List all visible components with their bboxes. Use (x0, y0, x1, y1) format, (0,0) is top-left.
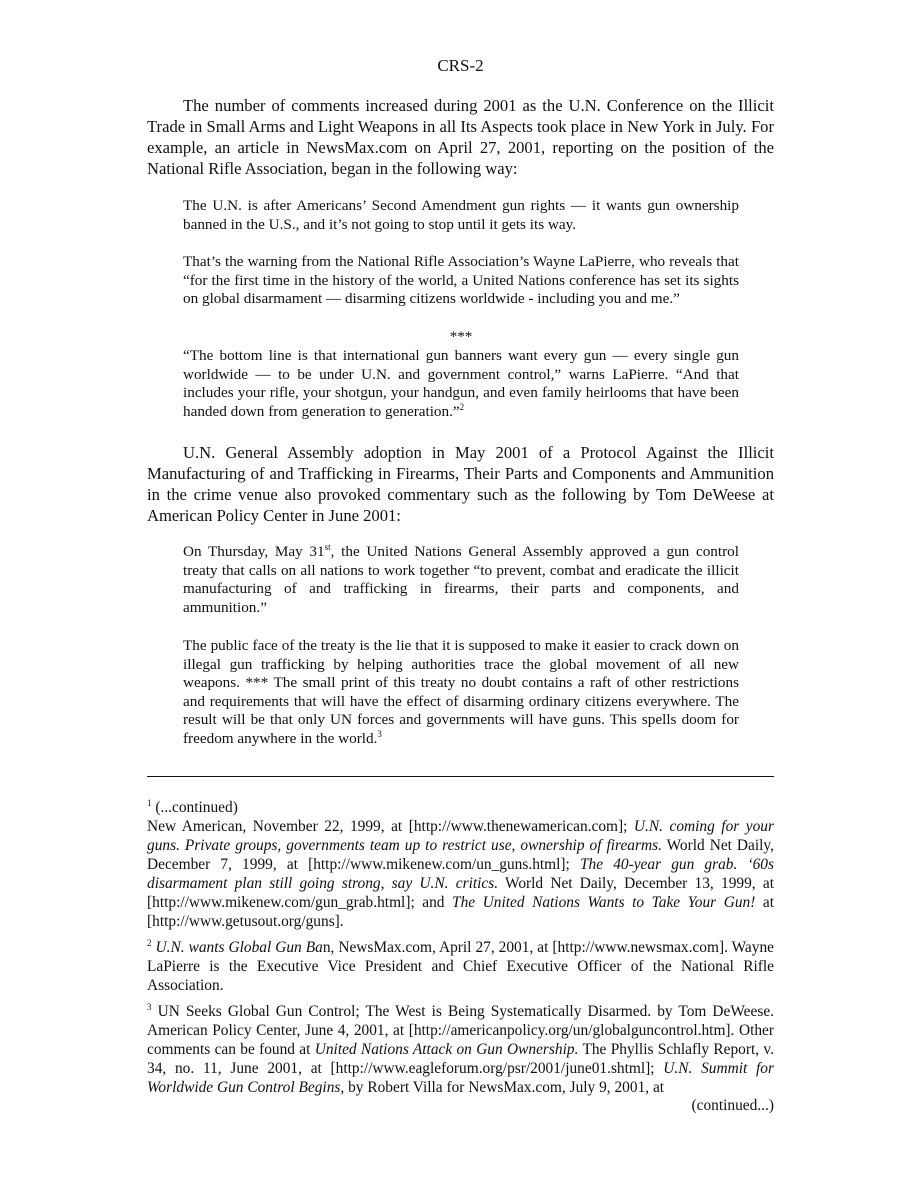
body-paragraph-1: The number of comments increased during 2001 as the U.N. Conference on the Illicit Trade in Small Arms and Light Weapons in all Its Aspects took place in New York in July. For example, an article in NewsMax.com on April 27, 2001, reporting on the position of the National Rifle Association, began in the following way: (147, 96, 774, 178)
footnote-1-text-2: World Net Daily, December 7, 1999, at [http://www.mikenew.com/un_guns.html]; (147, 837, 774, 873)
footnote-2-number: 2 (147, 937, 152, 948)
footnote-3-text-3: by Robert Villa for NewsMax.com, July 9, 2001, at (344, 1079, 665, 1096)
footnote-ref-3: 3 (377, 728, 382, 739)
quote-2-paragraph-2 (183, 637, 739, 748)
footnote-1-title-3: The United Nations Wants to Take Your Gun! (452, 894, 756, 911)
footnote-1-title-1: U.N. coming for your guns. Private groups, governments team up to restrict use, ownership of firearms. (147, 818, 774, 854)
continued-marker: (continued...) (691, 1097, 774, 1114)
quote-2-paragraph-1 (183, 543, 739, 617)
footnote-1-text-1: New American, November 22, 1999, at [http://www.thenewamerican.com]; (147, 818, 634, 835)
footnote-3-text-1: UN Seeks Global Gun Control; The West is Being Systematically Disarmed. by Tom DeWeese. American Policy Center, June 4, 2001, at [http://americanpolicy.org/un/globalguncontrol.htm]. Other comments can be found at (147, 1003, 774, 1058)
footnote-3-text-2: The Phyllis Schlafly Report, v. 34, no. 11, June 2001, at [http://www.eagleforum.org/psr/2001/june01.shtml]; (147, 1041, 774, 1077)
footnote-1 (147, 798, 774, 931)
quote-1-paragraph-1: The U.N. is after Americans’ Second Amendment gun rights — it wants gun ownership banned in the U.S., and it’s not going to stop until it gets its way. (183, 197, 739, 233)
footnote-1-text-3: World Net Daily, December 13, 1999, at [http://www.mikenew.com/gun_grab.html]; and (147, 875, 774, 911)
footnote-2 (147, 938, 774, 995)
footnote-3 (147, 1002, 774, 1097)
quote-2-p1-text-a: On Thursday, May 31 (183, 543, 325, 560)
quote-1-paragraph-3 (183, 347, 739, 421)
footnote-ref-2: 2 (459, 401, 465, 412)
footnote-1-title-2: The 40-year gun grab. ‘60s disarmament plan still going strong, say U.N. critics. (147, 856, 774, 892)
quote-1-paragraph-2: That’s the warning from the National Rifle Association’s Wayne LaPierre, who reveals that “for the first time in the history of the world, a United Nations conference has set its sights on global disarmament — disarming citizens worldwide - including you and me.” (183, 253, 739, 307)
footnote-2-title: U.N. wants Global Gun Ba (155, 939, 323, 956)
quote-1-paragraph-3-text: “The bottom line is that international gun banners want every gun — every single gun worldwide — to be under U.N. and government control,” warns LaPierre. “And that includes your rifle, your shotgun, your handgun, and even family heirlooms that have been handed down from generation to generation.” (183, 347, 739, 420)
section-break-stars: *** (449, 329, 473, 345)
footnote-divider (147, 776, 774, 777)
footnote-1-number: 1 (147, 797, 152, 808)
footnote-1-continued-label: (...continued) (151, 799, 238, 816)
page-header: CRS-2 (437, 56, 484, 75)
footnote-3-number: 3 (147, 1001, 152, 1012)
body-paragraph-2: U.N. General Assembly adoption in May 2001 of a Protocol Against the Illicit Manufacturing of and Trafficking in Firearms, Their Parts and Components and Ammunition in the crime venue also provoked commentary such as the following by Tom DeWeese at American Policy Center in June 2001: (147, 443, 774, 525)
quote-2-paragraph-2-text: The public face of the treaty is the lie that it is supposed to make it easier to crack down on illegal gun trafficking by helping authorities trace the global movement of all new weapons. *** The small print of this treaty no doubt contains a raft of other restrictions and requirements that will have the effect of disarming ordinary citizens everywhere. The result will be that only UN forces and governments will have guns. This spells doom for freedom anywhere in the world. (183, 637, 739, 747)
ordinal-suffix: st (324, 541, 331, 552)
quote-2-p1-text-b: , the United Nations General Assembly approved a gun control treaty that calls on all nations to work together “to prevent, combat and eradicate the illicit manufacturing of and trafficking in firearms, their parts and components, and ammunition.” (183, 543, 739, 616)
footnote-1-text-4: at [http://www.getusout.org/guns]. (147, 894, 774, 930)
footnote-3-title-1: United Nations Attack on Gun Ownership. (314, 1041, 579, 1058)
footnote-3-title-2: U.N. Summit for Worldwide Gun Control Begins, (147, 1060, 774, 1096)
footnote-2-text: n, NewsMax.com, April 27, 2001, at [http://www.newsmax.com]. Wayne LaPierre is the Executive Vice President and Chief Executive Officer of the National Rifle Association. (147, 939, 774, 994)
